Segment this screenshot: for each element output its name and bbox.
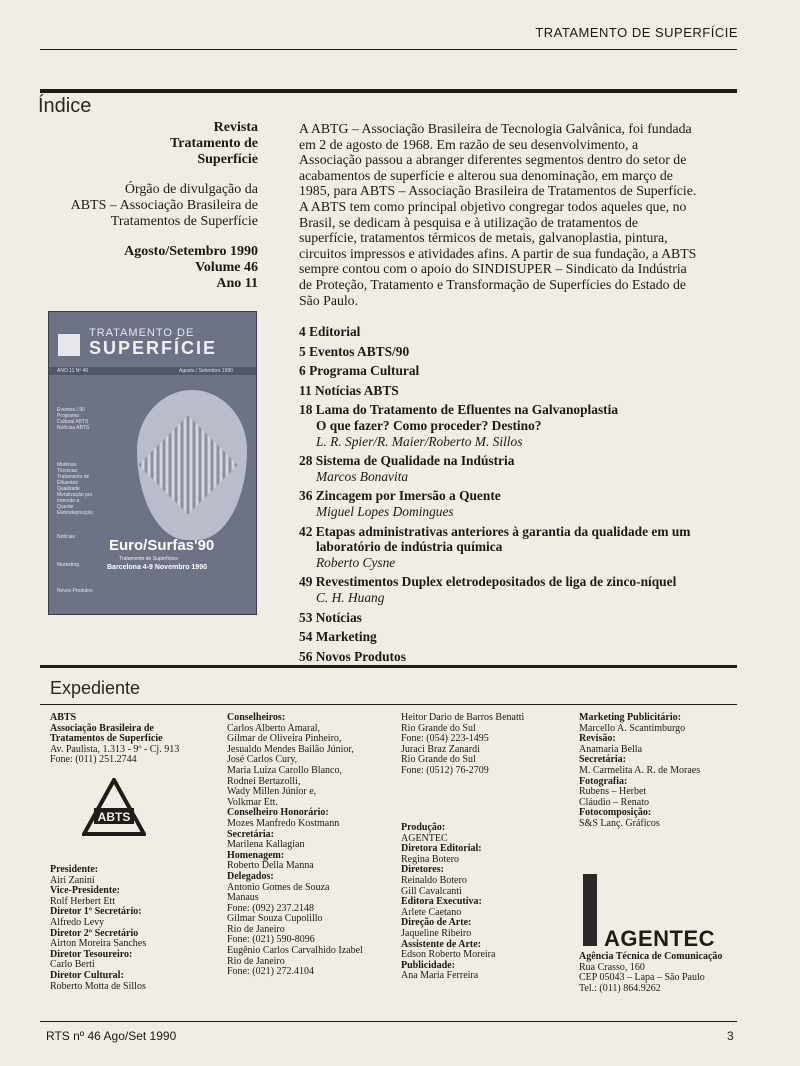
- role-label: Fotografia:: [579, 775, 628, 787]
- role-name: Regina Botero: [401, 853, 460, 865]
- cover-event-date: Barcelona 4-9 Novembro 1990: [107, 564, 207, 571]
- role-name: Reinaldo Botero: [401, 874, 467, 886]
- toc-entry: [299, 649, 719, 665]
- toc-entry: [299, 629, 719, 645]
- toc-entry: [299, 344, 719, 360]
- magazine-title-line: Superfície: [197, 152, 258, 167]
- header-rule: [40, 49, 737, 50]
- toc-entry: [299, 488, 719, 519]
- role-name: AGENTEC: [401, 832, 448, 844]
- toc-entry: [299, 524, 719, 571]
- role-label: Diretora Editorial:: [401, 843, 482, 855]
- agentec-logo-bar: [583, 874, 597, 946]
- toc-entry: [299, 363, 719, 379]
- toc-page: 49: [299, 574, 313, 590]
- role-label: Direção de Arte:: [401, 917, 472, 929]
- issue-line: Ano 11: [216, 276, 258, 291]
- index-heading: Índice: [38, 95, 92, 117]
- expediente-col-4: [579, 713, 700, 830]
- magazine-info: [40, 120, 258, 306]
- toc-title: Programa Cultural: [309, 363, 420, 379]
- cover-side-text: Marketing: [57, 562, 79, 568]
- toc-title: Editorial: [309, 324, 361, 339]
- index-rule: [40, 89, 737, 93]
- role-name: S&S Lanç. Gráficos: [579, 817, 660, 829]
- table-of-contents: [299, 324, 719, 668]
- footer-rule: [40, 1021, 737, 1022]
- role-label: Conselheiro Honorário:: [227, 807, 329, 819]
- cover-event-sub: Tratamento de Superfícies: [119, 556, 178, 562]
- delegate-line: Gilmar Souza Cupolillo: [227, 913, 323, 925]
- role-name: Ana Maria Ferreira: [401, 970, 479, 982]
- cover-side-text: Eventos / 90 Programa Cultural ABTS Notícias ABTS: [57, 407, 90, 431]
- toc-page: 4: [299, 324, 306, 339]
- role-name: Rubens – Herbet: [579, 786, 647, 798]
- toc-title: Etapas administrativas anteriores à garantia da qualidade em um: [315, 523, 691, 539]
- cover-side-text: Matérias Técnicas: Tratamento de Efluentes Qualidade Metalização por Imersão a Quente Eletrodeposição: [57, 462, 93, 516]
- cover-logo: [58, 334, 80, 356]
- role-label: Assistente de Arte:: [401, 938, 481, 950]
- role-label: Delegados:: [227, 870, 274, 882]
- toc-page: 28: [299, 453, 313, 469]
- role-label: Diretor 2º Secretário: [50, 927, 139, 939]
- toc-entry: [299, 610, 719, 626]
- delegate-line: Fone: (054) 223-1495: [401, 733, 489, 745]
- cover-title-main: SUPERFÍCIE: [89, 338, 218, 358]
- toc-author: L. R. Spier/R. Maier/Roberto M. Sillos: [316, 433, 523, 449]
- toc-page: 54: [299, 629, 313, 645]
- role-name: Jaqueline Ribeiro: [401, 927, 472, 939]
- role-label: Vice-Presidente:: [50, 885, 120, 897]
- toc-title: Sistema de Qualidade na Indústria: [315, 453, 515, 469]
- role-name: Cláudio – Renato: [579, 796, 649, 808]
- magazine-title-line: Tratamento de: [170, 136, 258, 151]
- role-label: Fotocomposição:: [579, 807, 652, 819]
- toc-page: 5: [299, 343, 306, 359]
- delegate-line: Fone: (0512) 76-2709: [401, 764, 489, 776]
- role-name: Mozes Manfredo Kostmann: [227, 817, 340, 829]
- cover-side-text: Notícias: [57, 534, 76, 540]
- magazine-cover-image: [48, 311, 257, 615]
- cover-issue-right: Agosto / Setembro 1990: [179, 368, 233, 374]
- expediente-subrule: [40, 704, 737, 705]
- role-name: Anamaria Bella: [579, 743, 643, 755]
- issue-line: Agosto/Setembro 1990: [124, 244, 258, 259]
- toc-page: 56: [299, 648, 313, 664]
- role-name: Arlete Caetano: [401, 906, 462, 918]
- agentec-name: Agência Técnica de Comunicação: [579, 951, 723, 962]
- agentec-phone: Tel.: (011) 864.9262: [579, 982, 661, 994]
- role-label: Publicidade:: [401, 959, 455, 971]
- role-name: Alfredo Levy: [50, 916, 105, 928]
- role-label: Editora Executiva:: [401, 896, 482, 908]
- role-label: Secretária:: [227, 828, 275, 840]
- delegate-line: Fone: (092) 237.2148: [227, 902, 314, 914]
- role-name: Rolf Herbert Ett: [50, 895, 115, 907]
- toc-author: Roberto Cysne: [316, 554, 396, 570]
- toc-author: Marcos Bonavita: [316, 468, 409, 484]
- role-label: Revisão:: [579, 733, 616, 745]
- expediente-col-3: [401, 713, 524, 777]
- delegate-line: Rio Grande do Sul: [401, 722, 476, 734]
- role-name: Roberto Della Manna: [227, 860, 314, 872]
- delegate-line: Fone: (021) 590-8096: [227, 934, 315, 946]
- role-name: Volkmar Ett.: [227, 796, 278, 808]
- toc-page: 11: [299, 382, 312, 398]
- role-name: Maria Luiza Carollo Blanco,: [227, 764, 342, 776]
- cover-event-name: Euro/Surfas'90: [109, 537, 215, 554]
- organ-line: Tratamentos de Superfície: [110, 214, 258, 229]
- role-label: Homenagem:: [227, 849, 285, 861]
- org-address: Av. Paulista, 1.313 - 9º - Cj. 913: [50, 743, 180, 755]
- footer-issue: RTS nº 46 Ago/Set 1990: [46, 1029, 177, 1043]
- delegate-line: Eugênio Carlos Carvalhido Izabel: [227, 945, 363, 957]
- toc-title: Lama do Tratamento de Efluentes na Galvanoplastia: [315, 402, 619, 418]
- agentec-info: [579, 952, 722, 994]
- role-label: Presidente:: [50, 864, 99, 875]
- section-title: TRATAMENTO DE SUPERFÍCIE: [535, 25, 738, 40]
- role-name: Wady Millen Júnior e,: [227, 786, 317, 798]
- delegate-line: Manaus: [227, 892, 259, 904]
- toc-page: 36: [299, 488, 313, 504]
- toc-page: 6: [299, 363, 306, 379]
- toc-page: 18: [299, 402, 313, 418]
- cover-issue-left: ANO 11 Nº 46: [57, 368, 89, 374]
- role-label: Diretor 1º Secretário:: [50, 906, 142, 918]
- role-label: Diretores:: [401, 864, 444, 876]
- toc-entry: [299, 324, 719, 340]
- delegate-line: Fone: (021) 272.4104: [227, 966, 314, 978]
- toc-title: Revestimentos Duplex eletrodepositados de liga de zinco-níquel: [315, 574, 677, 590]
- role-name: Airi Zanini: [50, 874, 95, 886]
- org-acronym: ABTS: [50, 712, 77, 723]
- magazine-title-line: Revista: [213, 120, 258, 135]
- role-name: Carlos Alberto Amaral,: [227, 722, 321, 734]
- role-name: Marcello A. Scantimburgo: [579, 722, 686, 734]
- intro-paragraph: A ABTS tem como principal objetivo congregar todos aqueles que, no Brasil, se dedicam à pesquisa e à utilização de tratamentos de superfície, tratamentos térmicos de metais, galvanoplastia, pintura, circuitos impressos e atividades afins. A partir de sua fundação, a ABTS sempre contou com o apoio do SINDISUPER – Sindicato da Indústria de Proteção, Tratamento e Transformação de Superfícies do Estado de São Paulo.: [299, 198, 697, 308]
- abts-logo-text: ABTS: [97, 810, 131, 824]
- role-label: Conselheiros:: [227, 712, 286, 723]
- toc-entry: [299, 383, 719, 399]
- delegate-line: Heitor Dario de Barros Benatti: [401, 712, 525, 723]
- toc-author: Miguel Lopes Domingues: [316, 503, 454, 519]
- toc-page: 42: [299, 523, 313, 539]
- abts-logo: [82, 778, 146, 836]
- cover-title-top: TRATAMENTO DE: [89, 327, 195, 339]
- agentec-address: Rua Crasso, 160: [579, 961, 645, 973]
- agentec-address: CEP 05043 – Lapa – São Paulo: [579, 972, 705, 984]
- toc-author: C. H. Huang: [316, 589, 385, 605]
- role-name: Carlo Berti: [50, 959, 95, 971]
- role-name: M. Carmelita A. R. de Moraes: [579, 764, 701, 776]
- org-name: Associação Brasileira de: [50, 722, 154, 734]
- delegate-line: Rio de Janeiro: [227, 923, 285, 935]
- role-name: Rodnei Bertazolli,: [227, 775, 301, 787]
- role-name: Marilena Kallagian: [227, 839, 305, 851]
- delegate-line: Juraci Braz Zanardi: [401, 743, 480, 755]
- toc-entry: [299, 402, 719, 449]
- cover-side-text: Novos Produtos: [57, 588, 93, 594]
- delegate-line: Rio de Janeiro: [227, 955, 285, 967]
- page-number: 3: [727, 1029, 734, 1043]
- toc-title: Notícias ABTS: [315, 382, 399, 398]
- role-name: Edson Roberto Moreira: [401, 949, 496, 961]
- expediente-heading: Expediente: [50, 678, 141, 698]
- expediente-col-3-roles: [401, 823, 495, 982]
- delegate-line: Rio Grande do Sul: [401, 754, 476, 766]
- expediente-col-1: [50, 713, 179, 766]
- organ-line: ABTS – Associação Brasileira de: [70, 198, 258, 213]
- role-name: Roberto Motta de Sillos: [50, 980, 146, 992]
- toc-entry: [299, 574, 719, 605]
- toc-page: 53: [299, 609, 313, 625]
- intro-text: [299, 121, 699, 308]
- role-label: Diretor Tesoureiro:: [50, 948, 133, 960]
- expediente-col-2: [227, 713, 363, 978]
- org-name: Tratamentos de Superfície: [50, 733, 163, 745]
- organ-line: Órgão de divulgação da: [124, 182, 258, 197]
- delegate-line: Antonio Gomes de Souza: [227, 881, 330, 893]
- org-phone: Fone: (011) 251.2744: [50, 754, 137, 766]
- expediente-roles-1: [50, 865, 146, 992]
- role-name: Jesualdo Mendes Bailão Júnior,: [227, 743, 354, 755]
- role-label: Marketing Publicitário:: [579, 712, 681, 723]
- toc-title: Marketing: [315, 629, 377, 645]
- toc-title: Notícias: [315, 609, 362, 625]
- toc-title-cont: O que fazer? Como proceder? Destino?: [316, 417, 542, 433]
- issue-line: Volume 46: [195, 260, 258, 275]
- role-name: José Carlos Cury,: [227, 754, 298, 766]
- intro-paragraph: A ABTG – Associação Brasileira de Tecnologia Galvânica, foi fundada em 2 de agosto de 1968. Em razão de seu desenvolvimento, a Associação passou a abranger diferentes segmentos dentro do setor de acabamentos de superfície e alterou sua denominação, em março de 1985, para ABTS – Associação Brasileira de Tratamentos de Superfície.: [299, 121, 697, 199]
- role-name: Gilmar de Oliveira Pinheiro,: [227, 733, 342, 745]
- role-label: Diretor Cultural:: [50, 969, 124, 981]
- role-label: Secretária:: [579, 754, 627, 766]
- toc-title: Novos Produtos: [315, 648, 406, 664]
- expediente-rule: [40, 665, 737, 668]
- toc-entry: [299, 453, 719, 484]
- toc-title: Zincagem por Imersão a Quente: [315, 488, 501, 504]
- role-name: Airton Moreira Sanches: [50, 938, 147, 950]
- toc-title-cont: laboratório de indústria química: [316, 539, 503, 555]
- toc-title: Eventos ABTS/90: [309, 343, 410, 359]
- role-label: Produção:: [401, 822, 446, 833]
- agentec-logo: AGENTEC: [604, 926, 716, 951]
- role-name: Gill Cavalcanti: [401, 885, 462, 897]
